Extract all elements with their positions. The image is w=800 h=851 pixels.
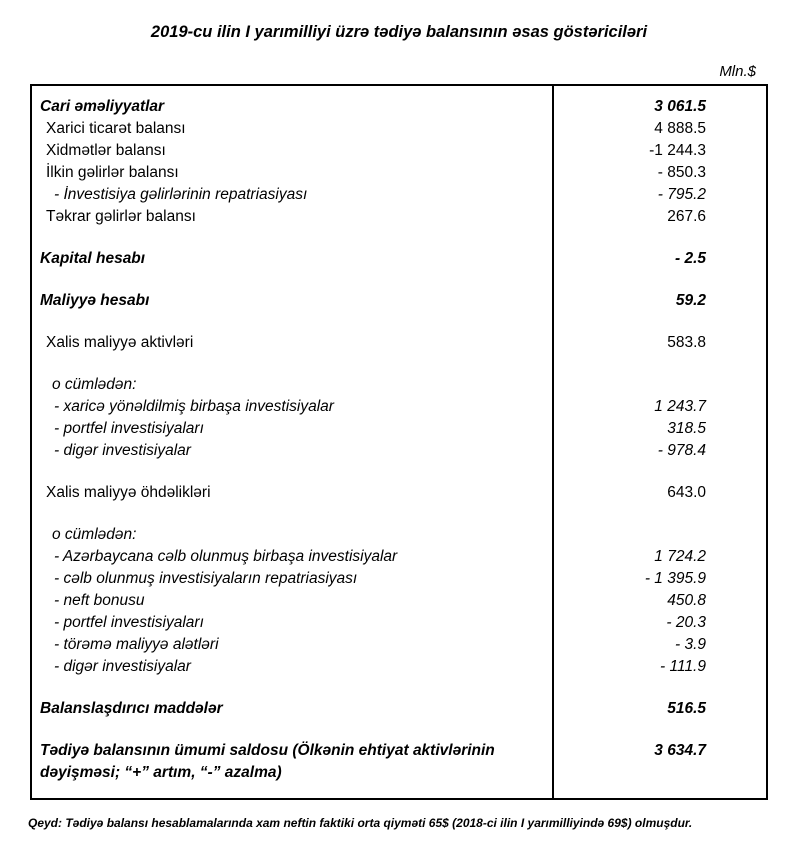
spacer-row [32, 678, 766, 698]
row-label: - neft bonusu [54, 591, 145, 609]
row-label: Xarici ticarət balansı [46, 119, 186, 137]
table-row [32, 482, 766, 504]
row-label: o cümlədən: [52, 375, 137, 393]
row-value: - 850.3 [657, 163, 706, 181]
row-value: - 20.3 [666, 613, 706, 631]
spacer-row [32, 720, 766, 740]
table-row [32, 740, 766, 784]
row-label: İlkin gəlirlər balansı [46, 163, 179, 181]
row-label: Tədiyə balansının ümumi saldosu (Ölkənin ehtiyat aktivlərinin dəyişməsi; “+” artım, “-” azalma) [40, 741, 495, 781]
row-value: - 3.9 [674, 635, 706, 653]
table-row [32, 590, 766, 612]
row-value: 643.0 [667, 483, 706, 501]
footnote: Qeyd: Tədiyə balansı hesablamalarında xam neftin faktiki orta qiyməti 65$ (2018-ci ilin I yarımilliyində 69$) olmuşdur. [28, 815, 693, 830]
table-row [32, 568, 766, 590]
row-value: - 111.9 [660, 657, 706, 675]
row-value: 3 634.7 [654, 741, 706, 759]
row-label: - İnvestisiya gəlirlərinin repatriasiyası [54, 185, 308, 203]
row-value: 450.8 [667, 591, 706, 609]
table-row [32, 396, 766, 418]
table-row [32, 248, 766, 270]
table-row [32, 184, 766, 206]
page-title: 2019-cu ilin I yarımilliyi üzrə tədiyə balansının əsas göstəriciləri [150, 23, 648, 41]
row-value: 59.2 [675, 291, 706, 309]
table-row [32, 524, 766, 546]
row-label: - Azərbaycana cəlb olunmuş birbaşa investisiyalar [54, 547, 398, 565]
table-rows [32, 96, 766, 784]
table-row [32, 418, 766, 440]
spacer-row [32, 228, 766, 248]
row-label: Kapital hesabı [40, 249, 146, 267]
row-value: - 1 395.9 [644, 569, 706, 587]
row-label: Xalis maliyyə aktivləri [46, 333, 194, 351]
spacer-row [32, 462, 766, 482]
row-label: - digər investisiyalar [54, 441, 191, 459]
row-value: 318.5 [667, 419, 706, 437]
table-row [32, 546, 766, 568]
table-row [32, 162, 766, 184]
row-value: 267.6 [667, 207, 706, 225]
row-label: Xidmətlər balansı [46, 141, 166, 159]
row-label: - xaricə yönəldilmiş birbaşa investisiyalar [54, 397, 334, 415]
row-value: 4 888.5 [654, 119, 706, 137]
row-value: -1 244.3 [649, 141, 706, 159]
row-label: - cəlb olunmuş investisiyaların repatriasiyası [54, 569, 358, 587]
unit-label: Mln.$ [719, 62, 756, 80]
table-row [32, 634, 766, 656]
row-label: - portfel investisiyaları [54, 613, 204, 631]
row-value: 1 724.2 [654, 547, 706, 565]
row-label: Təkrar gəlirlər balansı [46, 207, 196, 225]
table-row [32, 332, 766, 354]
row-value: 583.8 [667, 333, 706, 351]
row-value: 3 061.5 [654, 97, 706, 115]
table-row [32, 140, 766, 162]
spacer-row [32, 270, 766, 290]
row-value: - 795.2 [657, 185, 706, 203]
table-row [32, 440, 766, 462]
row-value: 1 243.7 [654, 397, 706, 415]
table-row [32, 374, 766, 396]
row-value: 516.5 [667, 699, 706, 717]
table-row [32, 206, 766, 228]
row-value: - 2.5 [674, 249, 706, 267]
spacer-row [32, 354, 766, 374]
table-row [32, 656, 766, 678]
row-label: o cümlədən: [52, 525, 137, 543]
row-label: Xalis maliyyə öhdəlikləri [46, 483, 211, 501]
table-row [32, 118, 766, 140]
row-label: - törəmə maliyyə alətləri [54, 635, 219, 653]
row-label: Balanslaşdırıcı maddələr [40, 699, 223, 717]
table-row [32, 698, 766, 720]
row-label: - portfel investisiyaları [54, 419, 204, 437]
table-row [32, 96, 766, 118]
balance-table [30, 84, 768, 800]
row-label: Cari əməliyyatlar [40, 97, 165, 115]
spacer-row [32, 312, 766, 332]
row-value: - 978.4 [657, 441, 706, 459]
spacer-row [32, 504, 766, 524]
table-row [32, 290, 766, 312]
table-row [32, 612, 766, 634]
row-label: - digər investisiyalar [54, 657, 191, 675]
row-label: Maliyyə hesabı [40, 291, 150, 309]
